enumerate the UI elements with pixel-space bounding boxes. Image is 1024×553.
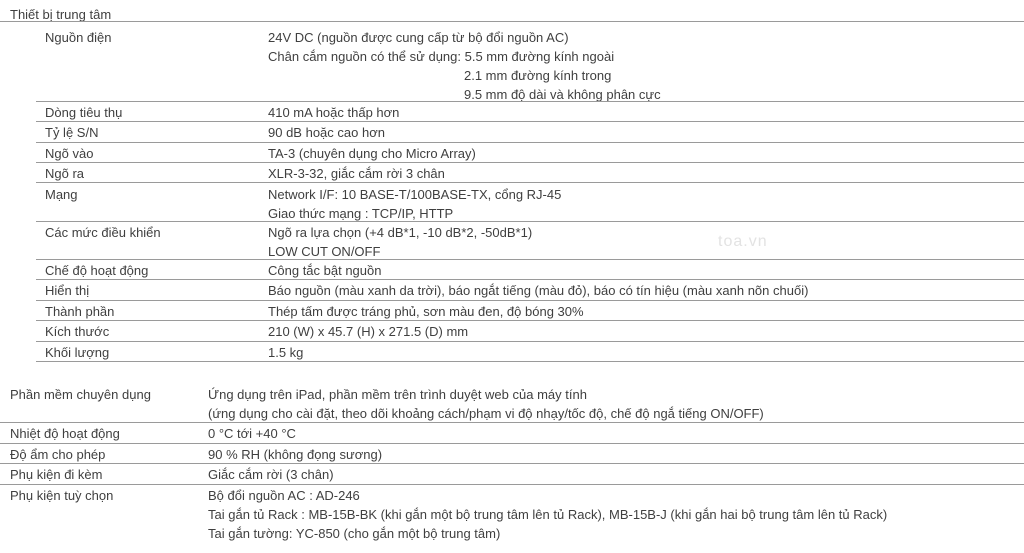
spec-value [208,424,296,443]
row-divider [36,361,1024,362]
spec-value-line: 24V DC (nguồn được cung cấp từ bộ đổi nguồn AC) [268,30,569,45]
spec-value [268,144,476,163]
spec-label: Ngõ vào [45,146,94,161]
row-divider [36,341,1024,342]
spec-value-line: 410 mA hoặc thấp hơn [268,105,400,120]
spec-value-line: Chân cắm nguồn có thể sử dụng: 5.5 mm đường kính ngoài [268,49,615,64]
spec-value-line: Giao thức mạng : TCP/IP, HTTP [268,206,454,221]
spec-value [208,486,887,543]
spec-label: Độ ẩm cho phép [10,447,106,462]
spec-value [268,164,445,183]
row-divider [36,279,1024,280]
spec-value [268,302,584,321]
spec-value-line: Network I/F: 10 BASE-T/100BASE-TX, cổng RJ-45 [268,187,562,202]
row-divider [36,320,1024,321]
spec-value-line: Công tắc bật nguồn [268,263,382,278]
row-divider [36,221,1024,222]
spec-value-line: 2.1 mm đường kính trong [464,68,612,83]
spec-label: Chế độ hoạt động [45,263,149,278]
spec-value [268,343,303,362]
row-divider [36,142,1024,143]
spec-value-line: Bộ đổi nguồn AC : AD-246 [208,488,360,503]
spec-value [208,465,334,484]
spec-value [268,28,661,104]
spec-value-line: Tai gắn tường: YC-850 (cho gắn một bộ trung tâm) [208,526,501,541]
spec-label: Thành phần [45,304,115,319]
spec-value-line: 9.5 mm độ dài và không phân cực [464,87,661,102]
row-divider [36,300,1024,301]
row-divider [0,443,1024,444]
spec-value-line: Ứng dụng trên iPad, phần mềm trên trình duyệt web của máy tính [208,387,587,402]
spec-value [208,385,764,423]
spec-value-line: TA-3 (chuyên dụng cho Micro Array) [268,146,476,161]
spec-value-line: 1.5 kg [268,345,304,360]
spec-label: Kích thước [45,324,110,339]
spec-value-line: (ứng dụng cho cài đặt, theo dõi khoảng cách/phạm vi độ nhạy/tốc độ, chế độ ngắ tiếng ON/OFF) [208,406,764,421]
spec-label: Ngõ ra [45,166,85,181]
spec-label: Nhiệt độ hoạt động [10,426,120,441]
spec-value-line: XLR-3-32, giắc cắm rời 3 chân [268,166,445,181]
spec-label: Mạng [45,187,78,202]
row-divider [0,422,1024,423]
spec-value-line: Tai gắn tủ Rack : MB-15B-BK (khi gắn một bộ trung tâm lên tủ Rack), MB-15B-J (khi gắn hai bộ trung tâm lên tủ Rack) [208,507,888,522]
spec-value [268,185,561,223]
spec-label: Khối lượng [45,345,110,360]
spec-value [268,261,381,280]
spec-value [268,103,399,122]
row-divider [0,463,1024,464]
spec-label: Nguồn điện [45,30,112,45]
row-divider [36,182,1024,183]
spec-label: Phụ kiện tuỳ chọn [10,488,114,503]
spec-value [268,281,808,300]
spec-value [208,445,382,464]
spec-value-line: Thép tấm được tráng phủ, sơn màu đen, độ bóng 30% [268,304,584,319]
section-divider [0,21,1024,22]
spec-value-line: Báo nguồn (màu xanh da trời), báo ngắt tiếng (màu đỏ), báo có tín hiệu (màu xanh nõn chuối) [268,283,809,298]
spec-value-line: 90 % RH (không đọng sương) [208,447,383,462]
spec-value-line: 0 °C tới +40 °C [208,426,296,441]
spec-value-line: Giắc cắm rời (3 chân) [208,467,334,482]
spec-value [268,322,468,341]
row-divider [36,121,1024,122]
spec-value-line: LOW CUT ON/OFF [268,244,381,259]
spec-value-line: 90 dB hoặc cao hơn [268,125,385,140]
spec-value [268,223,532,261]
spec-value-line: 210 (W) x 45.7 (H) x 271.5 (D) mm [268,324,469,339]
row-divider [36,259,1024,260]
spec-label: Phần mềm chuyên dụng [10,387,151,402]
row-divider [36,162,1024,163]
row-divider [0,484,1024,485]
section-title: Thiết bị trung tâm [10,7,112,22]
spec-label: Hiển thị [45,283,90,298]
spec-value [268,123,385,142]
spec-label: Tỷ lệ S/N [45,125,99,140]
spec-label: Phụ kiện đi kèm [10,467,103,482]
spec-value-line: Ngõ ra lựa chọn (+4 dB*1, -10 dB*2, -50dB*1) [268,225,533,240]
spec-label: Các mức điều khiển [45,225,161,240]
watermark: toa.vn [718,233,768,250]
row-divider [36,101,1024,102]
spec-label: Dòng tiêu thụ [45,105,123,120]
